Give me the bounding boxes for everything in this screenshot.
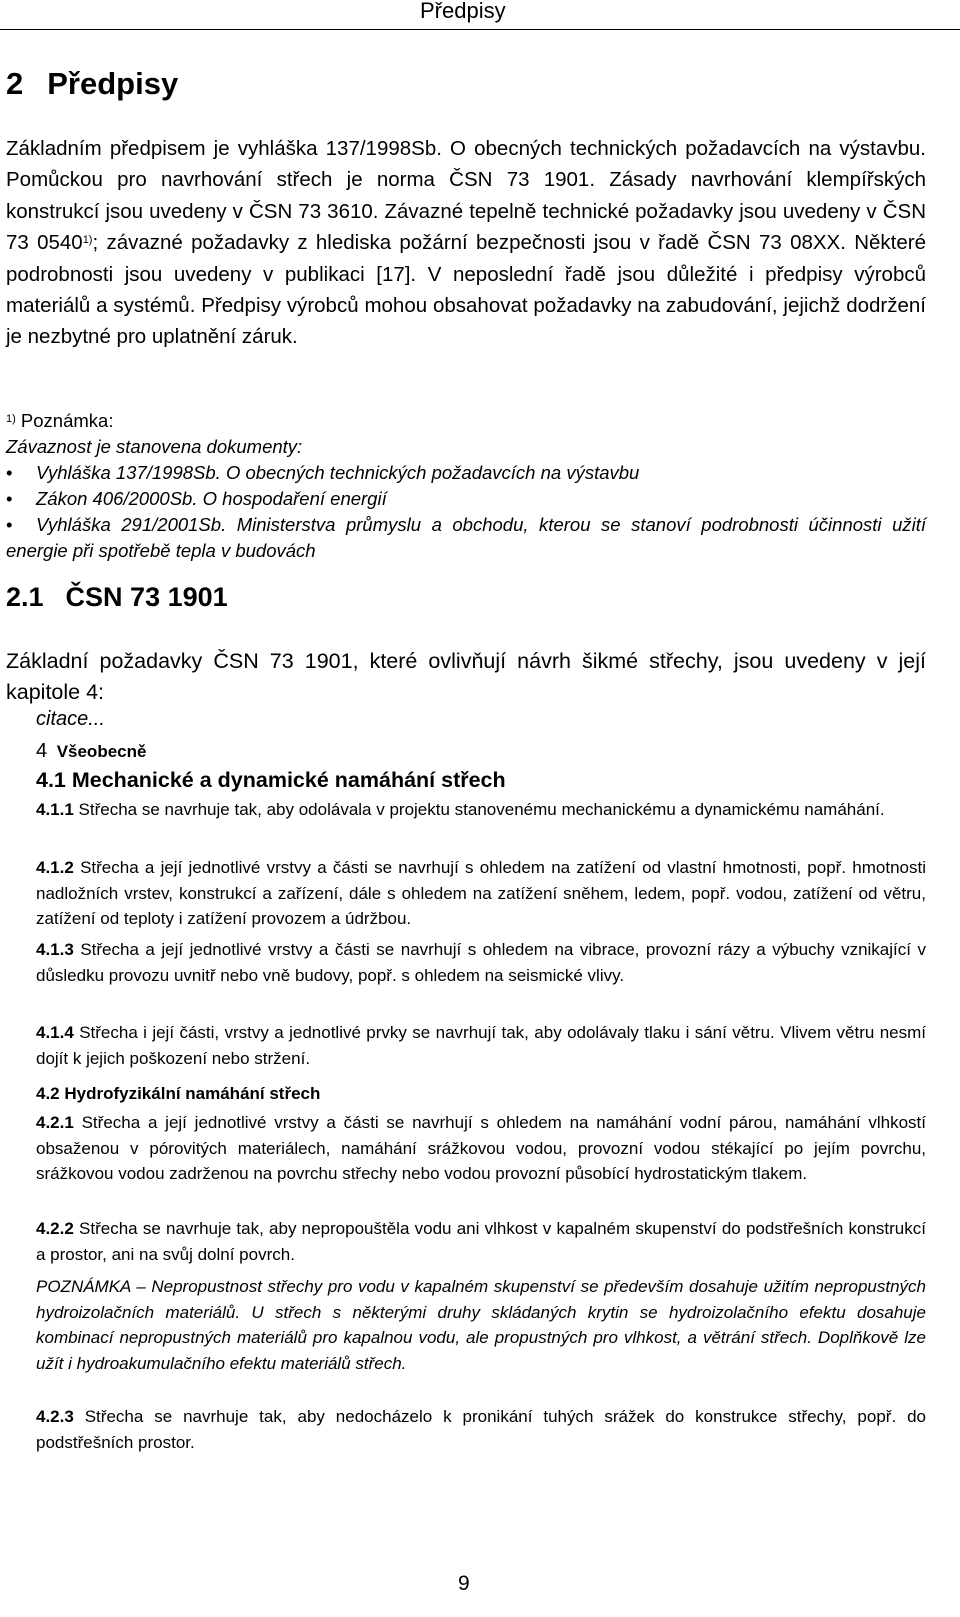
clause-number: 4.1.1 — [36, 800, 74, 819]
section-intro: Základní požadavky ČSN 73 1901, které ovlivňují návrh šikmé střechy, jsou uvedeny v její kapitole 4: — [6, 649, 926, 704]
footnote-subtitle: Závaznost je stanovena dokumenty: — [6, 436, 303, 457]
clause-text: Střecha a její jednotlivé vrstvy a části se navrhují s ohledem na vibrace, provozní rázy a výbuchy vznikající v důsledku provozu uvnitř nebo vně budovy, popř. s ohledem na seismické vlivy. — [36, 940, 926, 985]
clause-4-1-4 — [36, 1020, 926, 1071]
section-number: 2.1 — [6, 582, 44, 612]
bullet-icon: • — [6, 462, 13, 483]
clause-4-2-1 — [36, 1110, 926, 1187]
intro-text-part2: ; závazné požadavky z hlediska požární bezpečnosti jsou v řadě ČSN 73 08XX. Některé podrobnosti jsou uvedeny v publikaci [17]. V neposlední řadě jsou důležité i předpisy výrobců materiálů a systémů. Předpisy výrobců mohou obsahovat požadavky na zabudování, jejichž dodržení je nezbytné pro uplatnění záruk. — [6, 231, 926, 349]
clause-number: 4.2.3 — [36, 1407, 74, 1426]
clause-text: Střecha a její jednotlivé vrstvy a části se navrhují s ohledem na zatížení od vlastní hmotnosti, popř. hmotnosti nadložních vrstev, konstrukcí a zařízení, dále s ohledem na zatížení sněhem, ledem, popř. vodou, zatížení od větru, zatížení od teploty i zatížení provozem a údržbou. — [36, 858, 926, 929]
clause-text: Střecha i její části, vrstvy a jednotlivé prvky se navrhují tak, aby odolávaly tlaku i sání větru. Vlivem větru nesmí dojít k jejich poškození nebo stržení. — [36, 1023, 926, 1068]
citation-label: citace... — [36, 708, 105, 730]
footnote-block — [6, 408, 926, 564]
clause-4-2-3 — [36, 1404, 926, 1455]
cited-chapter-number: 4 — [36, 740, 48, 762]
clause-number: 4.2.1 — [36, 1113, 74, 1132]
footnote-heading — [6, 408, 926, 434]
section-title: ČSN 73 1901 — [65, 582, 228, 612]
footnote-item: • Zákon 406/2000Sb. O hospodaření energií — [6, 486, 926, 512]
clause-4-1-1 — [36, 797, 926, 823]
clause-note: POZNÁMKA – Nepropustnost střechy pro vodu v kapalném skupenství se především dosahuje užitím nepropustných hydroizolačních materiálů. U střech s některými druhy skládaných krytin se hydroizolačního efektu dosahuje kombinací nepropustných materiálů pro kapalnou vodu, ale propustných pro vlhkost, a větrání střech. Doplňkově lze užít i hydroakumulačního efektu materiálů střech. — [36, 1277, 926, 1373]
clause-number: 4.1.2 — [36, 858, 74, 877]
footnote-item: • Vyhláška 291/2001Sb. Ministerstva průmyslu a obchodu, kterou se stanoví podrobnosti účinnosti užití energie při spotřebě tepla v budovách — [6, 514, 926, 561]
header-rule — [0, 29, 960, 30]
cited-chapter-title: Všeobecně — [56, 742, 147, 761]
footnote-mark: 1) — [6, 413, 16, 425]
clause-number: 4.2.2 — [36, 1219, 74, 1238]
footnote-reference: 1) — [82, 234, 93, 247]
clause-4-1-3 — [36, 937, 926, 988]
bullet-icon: • — [6, 488, 13, 509]
clause-4-1-2 — [36, 855, 926, 932]
intro-text-part1: Základním předpisem je vyhláška 137/1998Sb. O obecných technických požadavcích na výstavbu. Pomůckou pro navrhování střech je norma ČSN 73 1901. Zásady navrhování klempířských konstrukcí jsou uvedeny v ČSN 73 3610. Závazné tepelně technické požadavky jsou uvedeny v ČSN 73 0540 — [6, 137, 926, 255]
clause-text: Střecha se navrhuje tak, aby odolávala v projektu stanovenému mechanickému a dynamickému namáhání. — [78, 800, 885, 819]
footnote-title: Poznámka: — [20, 410, 114, 431]
clause-text: Střecha se navrhuje tak, aby nepropouštěla vodu ani vlhkost v kapalném skupenství do podstřešních konstrukcí a prostor, ani na svůj dolní povrch. — [36, 1219, 926, 1264]
clause-number: 4.1.4 — [36, 1023, 74, 1042]
cited-chapter-heading — [36, 740, 146, 763]
section-heading — [6, 582, 228, 613]
subsection-heading-4-1: 4.1 Mechanické a dynamické namáhání střech — [36, 768, 506, 792]
clause-number: 4.1.3 — [36, 940, 74, 959]
chapter-title: Předpisy — [47, 66, 179, 101]
intro-paragraph — [6, 133, 926, 353]
clause-4-2-2 — [36, 1216, 926, 1267]
bullet-icon: • — [6, 514, 13, 535]
chapter-number: 2 — [6, 66, 24, 101]
page-number: 9 — [458, 1572, 470, 1595]
subsection-heading-4-2: 4.2 Hydrofyzikální namáhání střech — [36, 1084, 321, 1103]
chapter-heading — [6, 66, 178, 102]
clause-text: Střecha a její jednotlivé vrstvy a části se navrhují s ohledem na namáhání vodní párou, namáhání vlhkostí obsaženou v pórovitých materiálech, namáhání srážkovou vodou, provozní vodou stékající po jejím povrchu, srážkovou vodou zadrženou na povrchu střechy nebo vodou provozní působící hydrostatickým tlakem. — [36, 1113, 926, 1184]
footnote-item: • Vyhláška 137/1998Sb. O obecných technických požadavcích na výstavbu — [6, 460, 926, 486]
clause-text: Střecha se navrhuje tak, aby nedocházelo k pronikání tuhých srážek do konstrukce střechy, popř. do podstřešních prostor. — [36, 1407, 926, 1452]
running-header: Předpisy — [420, 0, 506, 23]
